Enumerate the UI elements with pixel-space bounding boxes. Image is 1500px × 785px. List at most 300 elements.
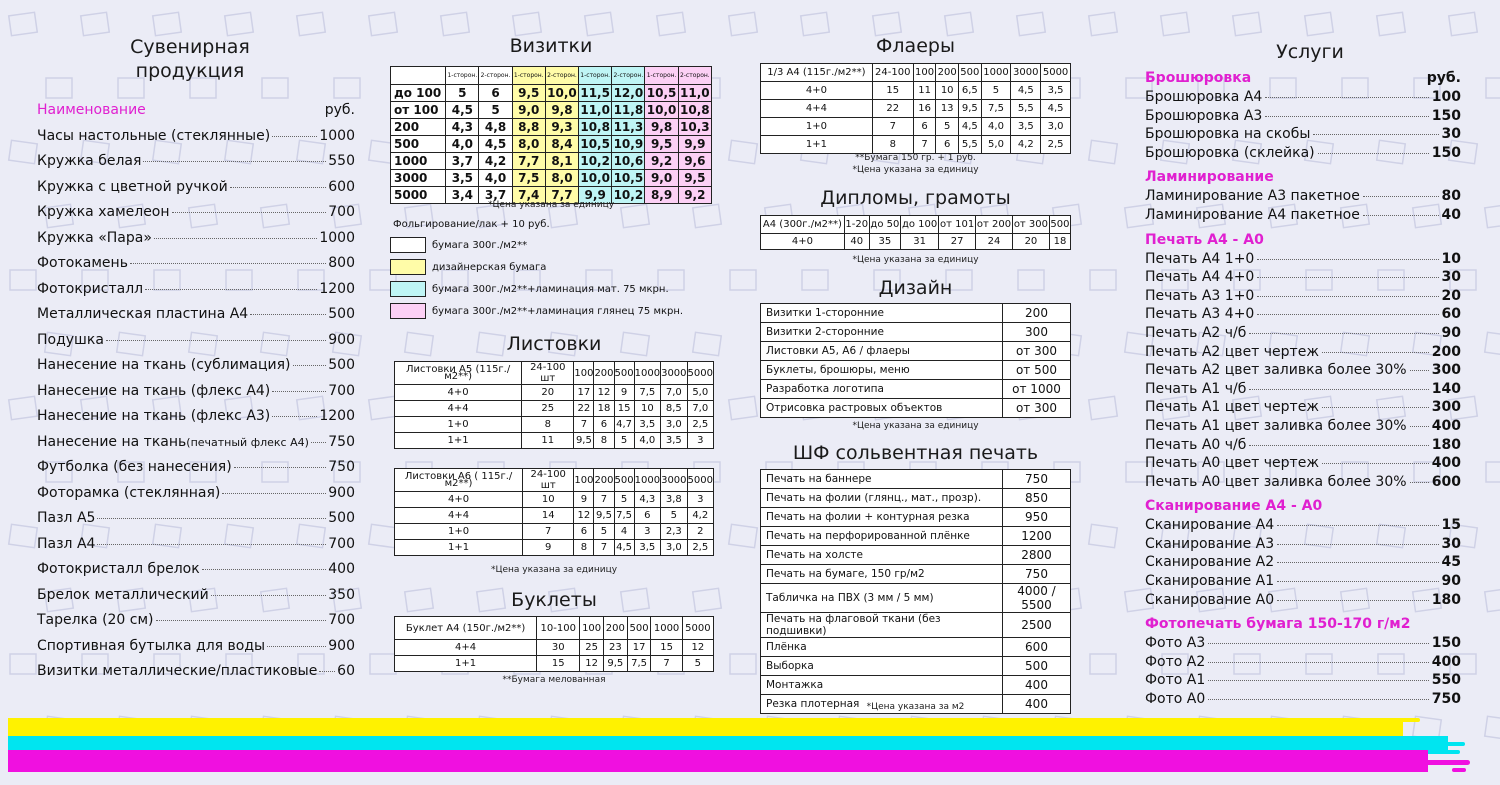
bg-doc-shape — [657, 12, 686, 35]
table-row — [395, 524, 714, 540]
souvenir-row — [37, 332, 355, 358]
bg-doc-shape — [10, 270, 36, 290]
souvenirs-list — [37, 102, 355, 689]
leader-dots — [1265, 97, 1428, 98]
leader-dots — [1208, 643, 1428, 644]
souvenir-price: 900 — [328, 484, 355, 501]
value-cell: 11 — [522, 433, 574, 449]
table-row — [391, 136, 712, 153]
value-cell: 22 — [872, 100, 913, 118]
section-name: Ламинирование — [1145, 169, 1274, 186]
header-cell: от 200 — [976, 216, 1013, 234]
souvenir-price: 600 — [328, 178, 355, 195]
bg-doc-shape — [1305, 12, 1334, 35]
value-cell: 4,5 — [614, 540, 634, 556]
bg-doc-shape — [1161, 12, 1190, 35]
header-cell: А4 (300г./м2**) — [761, 216, 845, 234]
service-item — [1145, 251, 1461, 270]
service-name: Монтажка — [761, 676, 1003, 695]
service-price: 600 — [1003, 638, 1071, 657]
service-item-name: Фото А3 — [1145, 635, 1206, 652]
souvenirs-header — [37, 102, 355, 128]
service-item-price: 20 — [1441, 287, 1461, 304]
header-cell: 200 — [594, 362, 614, 385]
service-item-price: 90 — [1441, 573, 1461, 590]
value-cell: 24 — [976, 234, 1013, 250]
service-item — [1145, 381, 1461, 400]
service-item-price: 150 — [1431, 144, 1461, 161]
service-item — [1145, 654, 1461, 673]
value-cell: 3,7 — [479, 187, 512, 204]
value-cell: 3,0 — [1041, 118, 1071, 136]
value-cell: 3,0 — [661, 540, 687, 556]
souvenir-name-note: (печатный флекс А4) — [186, 435, 309, 449]
value-cell: 9 — [574, 492, 594, 508]
value-cell: 8 — [574, 540, 594, 556]
souvenir-row — [37, 587, 355, 613]
leader-dots — [1257, 259, 1438, 260]
value-cell: 10,6 — [613, 154, 644, 168]
booklets-title: Буклеты — [511, 589, 597, 611]
service-name: Резка плотерная — [761, 695, 1003, 714]
header-cell: 3000 — [661, 469, 687, 492]
souvenir-name: Часы настольные (стеклянные) — [37, 127, 271, 144]
header-cell: 5000 — [1041, 64, 1071, 82]
service-item-name: Сканирование А1 — [1145, 573, 1275, 590]
header-cell: 5000 — [682, 617, 713, 640]
value-cell: 5,5 — [1011, 100, 1041, 118]
table-row — [761, 234, 1071, 250]
header-cell: 1-сторон. — [579, 67, 612, 85]
value-cell: 9,6 — [678, 153, 711, 170]
value-cell: 8,5 — [661, 401, 687, 417]
table-row — [391, 170, 712, 187]
value-cell: 3,5 — [446, 170, 479, 187]
value-cell: 5 — [682, 656, 713, 672]
value-cell: 8,0 — [545, 170, 578, 187]
business-cards-title: Визитки — [509, 35, 593, 57]
service-item-price: 600 — [1431, 473, 1461, 490]
header-cell: 1-сторон. — [446, 67, 479, 85]
value-cell: 9,5 — [645, 136, 678, 153]
leader-dots — [1277, 544, 1438, 545]
souvenir-price: 350 — [328, 586, 355, 603]
service-item — [1145, 474, 1461, 493]
leader-dots — [234, 467, 327, 468]
service-name: Печать на фолии (глянц., мат., прозр). — [761, 489, 1003, 508]
service-price: 750 — [1003, 470, 1071, 489]
leader-dots — [1313, 134, 1438, 135]
service-item-price: 90 — [1441, 324, 1461, 341]
legend-label: бумага 300г./м2**+ламинация глянец 75 мкрн. — [432, 305, 684, 317]
service-row — [761, 565, 1071, 584]
service-item — [1145, 635, 1461, 654]
service-item — [1145, 455, 1461, 474]
value-cell: 12,0 — [613, 86, 644, 100]
souvenir-price: 400 — [328, 561, 355, 577]
service-item-price: 30 — [1441, 535, 1461, 552]
value-cell: 9,5 — [574, 433, 594, 449]
service-name: Отрисовка растровых объектов — [761, 399, 1003, 418]
souvenir-name: Фотокристалл — [37, 280, 144, 297]
section-name: Сканирование А4 - А0 — [1145, 498, 1323, 515]
service-section-title — [1145, 67, 1461, 89]
service-item — [1145, 306, 1461, 325]
leader-dots — [130, 263, 326, 264]
header-cell: 2-сторон. — [545, 67, 578, 85]
service-item-price: 140 — [1431, 380, 1461, 397]
souvenir-name: Кружка с цветной ручкой — [37, 178, 228, 195]
service-item-price: 100 — [1431, 89, 1461, 105]
header-cell: 1000 — [981, 64, 1011, 82]
leader-dots — [1277, 525, 1438, 526]
bg-doc-shape — [513, 12, 542, 35]
value-cell: 11,0 — [680, 86, 710, 100]
value-cell: 6,5 — [958, 82, 981, 100]
leader-dots — [1208, 699, 1428, 700]
leader-dots — [1277, 562, 1438, 563]
table-row — [391, 153, 712, 170]
service-item — [1145, 592, 1461, 611]
souvenir-row — [37, 612, 355, 638]
souvenir-price: 500 — [328, 510, 355, 526]
value-cell: 5 — [594, 524, 614, 540]
service-item-name: Печать А2 цвет чертеж — [1145, 343, 1319, 360]
leader-dots — [272, 391, 326, 392]
service-item-price: 300 — [1431, 362, 1461, 379]
value-cell: 4,8 — [479, 119, 512, 136]
value-cell: 5 — [936, 118, 959, 136]
service-price: 750 — [1003, 565, 1071, 584]
header-cell: до 100 — [901, 216, 939, 234]
value-cell: 4,3 — [634, 492, 660, 508]
service-price: 2500 — [1003, 613, 1071, 638]
table-header-row — [761, 216, 1071, 234]
service-item-price: 30 — [1441, 126, 1461, 143]
service-item-price: 300 — [1431, 399, 1461, 416]
souvenir-row — [37, 306, 355, 332]
row-label: 200 — [391, 119, 446, 136]
service-item-name: Фото А2 — [1145, 653, 1206, 670]
row-label: 500 — [391, 136, 446, 153]
table-row — [761, 118, 1071, 136]
service-item-price: 150 — [1431, 107, 1461, 124]
service-item-price: 180 — [1431, 436, 1461, 453]
table-header-row — [761, 64, 1071, 82]
leader-dots — [1322, 407, 1429, 408]
header-cell: 200 — [936, 64, 959, 82]
service-item-price: 10 — [1441, 250, 1461, 267]
service-item-price: 150 — [1431, 635, 1461, 652]
service-name: Табличка на ПВХ (3 мм / 5 мм) — [761, 584, 1003, 613]
leader-dots — [1322, 352, 1429, 353]
value-cell: 15 — [651, 640, 682, 656]
service-item-name: Фото А1 — [1145, 672, 1206, 689]
header-cell: 3000 — [1011, 64, 1041, 82]
service-name: Печать на баннере — [761, 470, 1003, 489]
service-item-price: 40 — [1441, 206, 1461, 223]
souvenir-price: 900 — [328, 637, 355, 654]
leader-dots — [1257, 314, 1438, 315]
service-row — [761, 676, 1071, 695]
service-price: 950 — [1003, 508, 1071, 527]
header-cell: 3000 — [661, 362, 687, 385]
header-cell: 2-сторон. — [678, 67, 711, 85]
value-cell: 17 — [627, 640, 651, 656]
service-row — [761, 489, 1071, 508]
header-cell: 100 — [574, 362, 594, 385]
bg-doc-shape — [225, 12, 254, 35]
value-cell: 7,5 — [512, 170, 545, 187]
value-cell: 10,0 — [547, 86, 577, 100]
foil-note: Фольгирование/лак + 10 руб. — [393, 219, 550, 230]
value-cell: 9,0 — [645, 170, 678, 187]
row-label: 4+0 — [395, 385, 522, 401]
value-cell: 12 — [682, 640, 713, 656]
header-cell: 24-100 шт — [522, 362, 574, 385]
service-item-name: Печать А1 цвет заливка более 30% — [1145, 417, 1407, 434]
table-row — [395, 656, 714, 672]
bg-doc-shape — [1486, 78, 1500, 98]
leader-dots — [222, 493, 326, 494]
leader-dots — [250, 314, 326, 315]
souvenir-price: 700 — [328, 382, 355, 399]
service-section-title — [1145, 229, 1461, 251]
row-label: 1+0 — [395, 417, 522, 433]
service-price: от 300 — [1003, 342, 1071, 361]
table-row — [395, 401, 714, 417]
service-name: Разработка логотипа — [761, 380, 1003, 399]
header-cell: 2-сторон. — [612, 67, 645, 85]
value-cell: 10 — [523, 492, 574, 508]
header-cell: от 300 — [1012, 216, 1049, 234]
leader-dots — [1265, 116, 1428, 117]
table-row — [761, 100, 1071, 118]
value-cell: 7 — [523, 524, 574, 540]
value-cell: 11,0 — [580, 103, 610, 117]
bg-doc-shape — [9, 140, 38, 163]
table-row — [391, 119, 712, 136]
value-cell: 9,8 — [545, 102, 578, 119]
bg-doc-shape — [370, 654, 396, 674]
value-cell: 2,5 — [687, 417, 713, 433]
value-cell: 4,5 — [1011, 82, 1041, 100]
value-cell: 35 — [869, 234, 900, 250]
souvenir-row — [37, 663, 355, 689]
service-price: от 500 — [1003, 361, 1071, 380]
header-cell: 200 — [603, 617, 627, 640]
section-name: Печать А4 - А0 — [1145, 231, 1264, 248]
value-cell: 9,0 — [512, 102, 545, 119]
value-cell: 7 — [872, 118, 913, 136]
souvenir-name: Тарелка (20 см) — [37, 612, 154, 628]
value-cell: 22 — [574, 401, 594, 417]
service-item — [1145, 517, 1461, 536]
bg-doc-shape — [801, 12, 830, 35]
service-row — [761, 342, 1071, 361]
design-note: *Цена указана за единицу — [852, 421, 979, 431]
col-price-label: руб. — [324, 102, 355, 118]
value-cell: 9 — [523, 540, 574, 556]
service-item-name: Печать А0 ч/б — [1145, 436, 1247, 453]
leader-dots — [143, 161, 326, 162]
legend-item — [390, 237, 527, 253]
souvenir-name: Кружка хамелеон — [37, 204, 170, 220]
souvenir-name: Металлическая пластина А4 — [37, 306, 249, 322]
value-cell: 4,7 — [614, 417, 634, 433]
service-item-name: Сканирование А2 — [1145, 554, 1275, 571]
header-cell: 1/3 А4 (115г./м2**) — [761, 64, 873, 82]
bg-doc-shape — [81, 12, 110, 35]
service-item — [1145, 89, 1461, 108]
service-item-price: 45 — [1441, 554, 1461, 571]
service-item — [1145, 691, 1461, 710]
souvenir-name: Нанесение на ткань (флекс А4) — [37, 382, 271, 399]
leader-dots — [272, 136, 317, 137]
legend-swatch — [390, 281, 426, 297]
service-item — [1145, 108, 1461, 127]
service-name: Печать на холсте — [761, 546, 1003, 565]
souvenir-price: 800 — [328, 255, 355, 271]
value-cell: 7,5 — [627, 656, 651, 672]
bg-doc-shape — [1485, 332, 1500, 355]
service-item-name: Фото А0 — [1145, 691, 1206, 708]
section-name: Брошюровка — [1145, 70, 1252, 86]
value-cell: 8,9 — [645, 187, 678, 204]
row-label: от 100 — [391, 102, 446, 119]
bg-doc-shape — [730, 270, 756, 290]
header-cell: 500 — [614, 469, 634, 492]
value-cell: 4,5 — [958, 118, 981, 136]
service-name: Буклеты, брошюры, меню — [761, 361, 1003, 380]
row-label: 1+0 — [395, 524, 523, 540]
souvenir-row — [37, 357, 355, 383]
value-cell: 12 — [594, 385, 614, 401]
service-row — [761, 613, 1071, 638]
value-cell: 4,0 — [981, 118, 1011, 136]
value-cell: 10 — [936, 82, 959, 100]
souvenir-price: 1200 — [319, 408, 355, 424]
booklets-note: **Бумага мелованная — [502, 675, 606, 685]
souvenir-row — [37, 153, 355, 179]
souvenir-row — [37, 536, 355, 562]
value-cell: 3,5 — [634, 417, 660, 433]
souvenir-name: Футболка (без нанесения) — [37, 459, 232, 475]
value-cell: 11,3 — [613, 120, 644, 134]
value-cell: 3,0 — [661, 417, 687, 433]
leader-dots — [319, 671, 335, 672]
souvenir-name: Пазл А4 — [37, 535, 96, 552]
row-label: 4+0 — [761, 234, 845, 250]
bg-doc-shape — [369, 396, 398, 419]
value-cell: 5,0 — [981, 136, 1011, 154]
souvenir-name: Кружка белая — [37, 153, 142, 169]
leader-dots — [97, 544, 326, 545]
value-cell: 7,7 — [545, 187, 578, 204]
value-cell: 5 — [446, 85, 479, 102]
service-item-price: 200 — [1431, 343, 1461, 360]
leader-dots — [106, 340, 326, 341]
service-item — [1145, 573, 1461, 592]
bg-doc-shape — [1089, 396, 1118, 419]
souvenir-price: 60 — [337, 663, 355, 679]
service-item-name: Печать А3 1+0 — [1145, 287, 1255, 304]
service-name: Печать на флаговой ткани (без подшивки) — [761, 613, 1003, 638]
value-cell: 30 — [537, 640, 580, 656]
value-cell: 10,8 — [580, 120, 610, 134]
row-label: 4+4 — [395, 640, 537, 656]
leader-dots — [1208, 680, 1428, 681]
souvenir-name: Спортивная бутылка для воды — [37, 637, 266, 654]
service-item-name: Печать А4 1+0 — [1145, 250, 1255, 267]
table-row — [395, 385, 714, 401]
header-cell: 500 — [627, 617, 651, 640]
bg-doc-shape — [153, 12, 182, 35]
service-item — [1145, 672, 1461, 691]
table-row — [395, 508, 714, 524]
leaflets-a5-table — [394, 361, 714, 449]
leader-dots — [1363, 196, 1439, 197]
service-item-price: 750 — [1431, 691, 1461, 708]
service-item-price: 180 — [1431, 591, 1461, 608]
bg-doc-shape — [729, 12, 758, 35]
service-item-name: Сканирование А4 — [1145, 517, 1275, 534]
souvenir-price: 1000 — [319, 229, 355, 246]
value-cell: 9,5 — [512, 85, 545, 102]
leader-dots — [202, 569, 327, 570]
value-cell: 9,2 — [678, 187, 711, 204]
value-cell: 3,5 — [661, 433, 687, 449]
value-cell: 7 — [913, 136, 936, 154]
bg-doc-shape — [1089, 140, 1118, 163]
value-cell: 4,0 — [446, 136, 479, 153]
value-cell: 3 — [634, 524, 660, 540]
service-item-name: Брошюровка А4 — [1145, 89, 1263, 105]
bg-doc-shape — [369, 12, 398, 35]
row-label: 4+0 — [761, 82, 873, 100]
value-cell: 5 — [614, 492, 634, 508]
value-cell: 11,5 — [580, 86, 610, 100]
service-price: 1200 — [1003, 527, 1071, 546]
header-cell: 10-100 — [537, 617, 580, 640]
solvent-title: ШФ сольвентная печать — [792, 442, 1039, 464]
service-item — [1145, 418, 1461, 437]
value-cell: 3,5 — [1041, 82, 1071, 100]
service-item — [1145, 325, 1461, 344]
value-cell: 20 — [522, 385, 574, 401]
value-cell: 10,0 — [646, 103, 677, 117]
header-cell: 1-20 — [844, 216, 869, 234]
service-price: 850 — [1003, 489, 1071, 508]
value-cell: 10,3 — [680, 120, 710, 134]
header-cell: 500 — [958, 64, 981, 82]
row-label: 1+1 — [395, 433, 522, 449]
bg-doc-shape — [1449, 12, 1478, 35]
leader-dots — [1410, 370, 1429, 371]
leader-dots — [1277, 581, 1438, 582]
souvenir-price: 700 — [328, 535, 355, 552]
leader-dots — [1249, 333, 1438, 334]
value-cell: 25 — [580, 640, 604, 656]
legend-item — [390, 303, 683, 319]
header-cell: 200 — [594, 469, 614, 492]
souvenir-row — [37, 459, 355, 485]
service-price: 2800 — [1003, 546, 1071, 565]
legend-item — [390, 281, 669, 297]
value-cell: 15 — [537, 656, 580, 672]
value-cell: 8 — [872, 136, 913, 154]
value-cell: 16 — [913, 100, 936, 118]
